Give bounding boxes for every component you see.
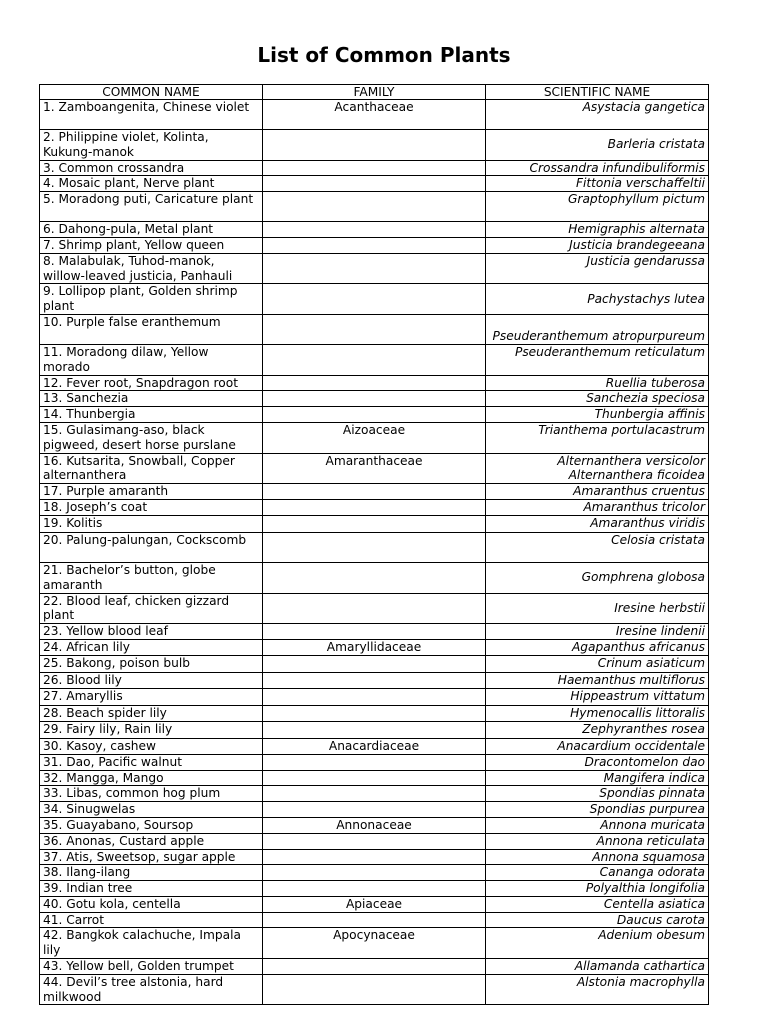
scientific-name-cell [486,499,709,516]
scientific-name-text: Annona muricata [600,817,705,832]
family-cell [263,375,486,391]
scientific-name-cell [486,817,709,833]
family-cell [263,722,486,739]
table-row [40,672,709,689]
table-row [40,422,709,453]
family-cell: Amaranthaceae [263,453,486,484]
common-name-cell: 23. Yellow blood leaf [40,624,263,640]
scientific-name-cell [486,833,709,849]
common-name-cell: 18. Joseph’s coat [40,499,263,516]
common-name-cell: 37. Atis, Sweetsop, sugar apple [40,849,263,865]
scientific-name-cell [486,237,709,253]
table-row [40,192,709,222]
header-family: FAMILY [263,85,486,100]
scientific-name-text: Allamanda cathartica [574,959,705,974]
family-cell [263,160,486,176]
table-row [40,705,709,722]
scientific-name-text: Zephyranthes rosea [582,722,705,737]
scientific-name-cell [486,689,709,706]
scientific-name-cell [486,656,709,673]
family-cell [263,865,486,881]
scientific-name-text: Spondias pinnata [599,786,705,801]
scientific-name-cell [486,453,709,484]
family-cell [263,959,486,975]
scientific-name-cell [486,802,709,818]
scientific-name-cell [486,865,709,881]
family-cell: Amaryllidaceae [263,639,486,656]
common-name-cell: 29. Fairy lily, Rain lily [40,722,263,739]
scientific-name-text: Amaranthus tricolor [583,499,705,514]
scientific-name-text: Thunbergia affinis [594,407,705,422]
scientific-name-text: Iresine lindenii [615,624,705,639]
scientific-name-cell [486,375,709,391]
scientific-name-text: Graptophyllum pictum [567,192,705,207]
family-cell: Anacardiaceae [263,738,486,754]
common-name-cell: 41. Carrot [40,912,263,928]
scientific-name-text: Hemigraphis alternata [568,222,705,237]
family-cell: Annonaceae [263,817,486,833]
table-row [40,849,709,865]
common-name-cell: 39. Indian tree [40,881,263,897]
family-cell [263,802,486,818]
table-row [40,722,709,739]
table-row [40,624,709,640]
scientific-name-text: Cananga odorata [599,865,705,880]
table-row [40,928,709,959]
scientific-name-cell [486,344,709,375]
common-name-cell: 33. Libas, common hog plum [40,786,263,802]
common-name-cell: 44. Devil’s tree alstonia, hard milkwood [40,974,263,1005]
family-cell [263,314,486,344]
scientific-name-text: Pseuderanthemum atropurpureum [492,329,705,344]
scientific-name-text: Hippeastrum vittatum [570,689,705,704]
family-cell [263,705,486,722]
scientific-name-cell [486,959,709,975]
scientific-name-cell [486,562,709,593]
table-row [40,896,709,912]
scientific-name-cell [486,881,709,897]
common-name-cell: 10. Purple false eranthemum [40,314,263,344]
scientific-name-text: Hymenocallis littoralis [570,705,705,720]
common-name-cell: 31. Dao, Pacific walnut [40,754,263,770]
family-cell [263,407,486,423]
table-row [40,391,709,407]
common-name-cell: 34. Sinugwelas [40,802,263,818]
table-row [40,100,709,130]
scientific-name-text: Haemanthus multiflorus [557,672,705,687]
scientific-name-text: Barleria cristata [607,137,705,152]
family-cell [263,770,486,786]
table-row [40,344,709,375]
scientific-name-cell [486,770,709,786]
common-name-cell: 3. Common crossandra [40,160,263,176]
family-cell [263,253,486,284]
scientific-name-cell [486,786,709,802]
family-cell [263,672,486,689]
family-cell [263,222,486,238]
table-row [40,802,709,818]
family-cell [263,391,486,407]
family-cell: Acanthaceae [263,100,486,130]
scientific-name-cell [486,593,709,624]
scientific-name-cell [486,754,709,770]
common-name-cell: 13. Sanchezia [40,391,263,407]
family-cell [263,593,486,624]
scientific-name-cell [486,738,709,754]
scientific-name-text: Centella asiatica [603,896,705,911]
table-row [40,375,709,391]
scientific-name-cell [486,896,709,912]
common-name-cell: 1. Zamboangenita, Chinese violet [40,100,263,130]
table-row [40,407,709,423]
scientific-name-cell [486,284,709,315]
common-name-cell: 36. Anonas, Custard apple [40,833,263,849]
scientific-name-text: Adenium obesum [598,928,705,943]
scientific-name-cell [486,100,709,130]
table-row [40,656,709,673]
scientific-name-text: Justicia brandegeeana [569,237,705,252]
table-body [40,100,709,1005]
scientific-name-cell [486,160,709,176]
common-name-cell: 5. Moradong puti, Caricature plant [40,192,263,222]
scientific-name-text: Daucus carota [616,912,705,927]
scientific-name-cell [486,516,709,533]
table-header-row [40,85,709,100]
scientific-name-text: Iresine herbstii [614,600,705,615]
scientific-name-text: Polyalthia longifolia [585,881,705,896]
common-name-cell: 17. Purple amaranth [40,484,263,500]
family-cell [263,562,486,593]
scientific-name-cell [486,849,709,865]
scientific-name-cell [486,192,709,222]
plants-table [39,84,709,1005]
table-row [40,237,709,253]
common-name-cell: 16. Kutsarita, Snowball, Copper alternanthera [40,453,263,484]
common-name-cell: 24. African lily [40,639,263,656]
common-name-cell: 38. Ilang-ilang [40,865,263,881]
scientific-name-text: Annona reticulata [596,833,705,848]
table-row [40,484,709,500]
header-common-name: COMMON NAME [40,85,263,100]
family-cell [263,786,486,802]
family-cell [263,689,486,706]
common-name-cell: 15. Gulasimang-aso, black pigweed, desert horse purslane [40,422,263,453]
scientific-name-text: Celosia cristata [611,532,705,547]
scientific-name-text: Trianthema portulacastrum [538,422,705,437]
common-name-cell: 6. Dahong-pula, Metal plant [40,222,263,238]
scientific-name-cell [486,484,709,500]
table-row [40,881,709,897]
family-cell: Aizoaceae [263,422,486,453]
scientific-name-text: Fittonia verschaffeltii [575,176,705,191]
common-name-cell: 8. Malabulak, Tuhod-manok, willow-leaved justicia, Panhauli [40,253,263,284]
family-cell [263,344,486,375]
scientific-name-text: Crinum asiaticum [597,656,705,671]
table-row [40,833,709,849]
scientific-name-cell [486,532,709,562]
table-row [40,912,709,928]
family-cell [263,176,486,192]
scientific-name-cell [486,974,709,1005]
common-name-cell: 25. Bakong, poison bulb [40,656,263,673]
common-name-cell: 21. Bachelor’s button, globe amaranth [40,562,263,593]
common-name-cell: 22. Blood leaf, chicken gizzard plant [40,593,263,624]
scientific-name-cell [486,314,709,344]
scientific-name-cell [486,422,709,453]
page-title: List of Common Plants [257,43,511,67]
family-cell [263,912,486,928]
family-cell [263,484,486,500]
common-name-cell: 11. Moradong dilaw, Yellow morado [40,344,263,375]
scientific-name-text: Justicia gendarussa [586,253,705,268]
table-row [40,786,709,802]
family-cell [263,754,486,770]
table-row [40,314,709,344]
scientific-name-cell [486,705,709,722]
family-cell: Apocynaceae [263,928,486,959]
common-name-cell: 9. Lollipop plant, Golden shrimp plant [40,284,263,315]
table-row [40,770,709,786]
table-row [40,130,709,161]
common-name-cell: 14. Thunbergia [40,407,263,423]
scientific-name-cell [486,391,709,407]
table-row [40,974,709,1005]
table-row [40,865,709,881]
common-name-cell: 32. Mangga, Mango [40,770,263,786]
scientific-name-text: Sanchezia speciosa [586,391,705,406]
family-cell [263,624,486,640]
scientific-name-cell [486,176,709,192]
scientific-name-text: Alternanthera ficoidea [568,468,705,483]
scientific-name-text: Asystacia gangetica [582,100,705,114]
family-cell [263,284,486,315]
table-row [40,562,709,593]
scientific-name-text: Pseuderanthemum reticulatum [514,344,705,359]
family-cell [263,192,486,222]
common-name-cell: 2. Philippine violet, Kolinta, Kukung-manok [40,130,263,161]
scientific-name-cell [486,222,709,238]
common-name-cell: 19. Kolitis [40,516,263,533]
common-name-cell: 42. Bangkok calachuche, Impala lily [40,928,263,959]
common-name-cell: 20. Palung-palungan, Cockscomb [40,532,263,562]
scientific-name-cell [486,639,709,656]
scientific-name-text: Amaranthus viridis [590,516,705,531]
scientific-name-cell [486,928,709,959]
table-row [40,689,709,706]
scientific-name-text: Dracontomelon dao [584,754,705,769]
scientific-name-text: Alstonia macrophylla [576,974,705,989]
scientific-name-text: Mangifera indica [603,770,705,785]
table-row [40,160,709,176]
scientific-name-text: Annona squamosa [592,849,705,864]
family-cell [263,130,486,161]
header-scientific-name: SCIENTIFIC NAME [486,85,709,100]
common-name-cell: 40. Gotu kola, centella [40,896,263,912]
family-cell [263,974,486,1005]
table-row [40,222,709,238]
family-cell [263,499,486,516]
scientific-name-cell [486,722,709,739]
table-row [40,253,709,284]
scientific-name-cell [486,253,709,284]
common-name-cell: 28. Beach spider lily [40,705,263,722]
table-row [40,499,709,516]
family-cell: Apiaceae [263,896,486,912]
table-row [40,639,709,656]
table-row [40,959,709,975]
scientific-name-cell [486,624,709,640]
scientific-name-text: Alternanthera versicolor [557,453,705,468]
scientific-name-text: Crossandra infundibuliformis [529,160,705,175]
common-name-cell: 4. Mosaic plant, Nerve plant [40,176,263,192]
table-row [40,516,709,533]
scientific-name-text: Anacardium occidentale [557,738,705,753]
family-cell [263,237,486,253]
common-name-cell: 43. Yellow bell, Golden trumpet [40,959,263,975]
common-name-cell: 12. Fever root, Snapdragon root [40,375,263,391]
scientific-name-cell [486,407,709,423]
table-row [40,738,709,754]
table-row [40,284,709,315]
table-row [40,176,709,192]
scientific-name-text: Amaranthus cruentus [573,484,705,499]
scientific-name-text: Gomphrena globosa [581,570,705,585]
table-row [40,532,709,562]
common-name-cell: 35. Guayabano, Soursop [40,817,263,833]
family-cell [263,881,486,897]
scientific-name-cell [486,130,709,161]
family-cell [263,532,486,562]
table-row [40,754,709,770]
family-cell [263,516,486,533]
scientific-name-text: Agapanthus africanus [571,639,705,654]
scientific-name-text: Pachystachys lutea [587,291,705,306]
scientific-name-cell [486,672,709,689]
common-name-cell: 26. Blood lily [40,672,263,689]
table-row [40,453,709,484]
scientific-name-cell [486,912,709,928]
common-name-cell: 27. Amaryllis [40,689,263,706]
table-row [40,817,709,833]
family-cell [263,849,486,865]
family-cell [263,656,486,673]
common-name-cell: 7. Shrimp plant, Yellow queen [40,237,263,253]
scientific-name-text: Spondias purpurea [589,802,705,817]
table-row [40,593,709,624]
family-cell [263,833,486,849]
common-name-cell: 30. Kasoy, cashew [40,738,263,754]
scientific-name-text: Ruellia tuberosa [605,375,705,390]
